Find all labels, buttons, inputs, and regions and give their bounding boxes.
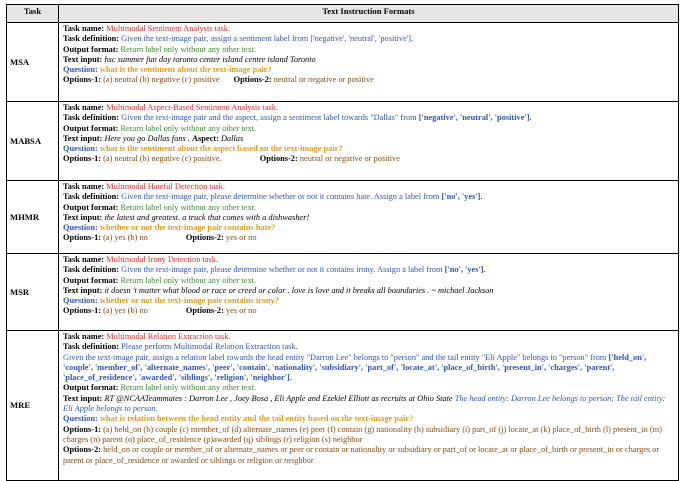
task-name: Multimodal Irony Detection task. xyxy=(106,255,218,264)
options-2: held_on or couple or member_of or alternate_names or peer or contain or nationality or subsidiary or part_of or locate_at or place_of_birth or present_in or charges or parent or place_of_residence or awarded or siblings or religion or neighbor xyxy=(63,445,660,465)
instruction-format-table xyxy=(6,4,679,481)
label-question: Question: xyxy=(63,144,98,154)
header-row xyxy=(7,5,679,23)
label-options-1: Options-1: xyxy=(63,154,102,164)
output-format: Return label only without any other text. xyxy=(120,44,257,54)
label-output-format: Output format: xyxy=(63,202,119,212)
label-options-2: Options-2: xyxy=(185,306,224,316)
table-row xyxy=(7,331,679,481)
text-input: the latest and greatest. a truck that comes with a dishwasher! xyxy=(104,212,310,222)
table-row xyxy=(7,254,679,331)
label-text-input: Text input: xyxy=(63,54,103,64)
label-options-2: Options-2: xyxy=(63,445,102,455)
table-row xyxy=(7,181,679,254)
output-format: Return label only without any other text. xyxy=(120,123,257,133)
label-options-1: Options-1: xyxy=(63,424,102,434)
label-output-format: Output format: xyxy=(63,383,119,393)
task-definition: Given the text-image pair, please determine whether or not it contains irony. Assign a label from xyxy=(121,265,445,275)
label-options-2: Options-2: xyxy=(185,233,224,243)
label-text-input: Text input: xyxy=(63,393,103,403)
label-aspect: Aspect: xyxy=(191,133,219,143)
task-definition: Given the text-image pair, please determine whether or not it contains hate. Assign a label from xyxy=(121,192,442,202)
task-definition-more: Given the text-image pair, assign a relation label towards the head entity "Darron Lee" belongs to "person" and the tail entity "Eli Apple" belongs to "person" from xyxy=(63,352,609,362)
options-2: neutral or negative or positive xyxy=(299,154,400,164)
label-task-definition: Task definition: xyxy=(63,113,120,123)
options-1: (a) neutral (b) negative (c) positive xyxy=(103,75,220,85)
options-2: yes or no xyxy=(225,233,257,243)
options-1: (a) yes (b) no xyxy=(103,306,148,316)
definition-end: . xyxy=(289,373,292,383)
label-set: ['no', 'yes'] xyxy=(441,192,481,202)
question: what is relation between the head entity and the tail entity based on the text-image pair? xyxy=(99,414,414,424)
definition-end: . xyxy=(480,192,483,202)
label-output-format: Output format: xyxy=(63,44,119,54)
label-options-2: Options-2: xyxy=(259,154,298,164)
formats-mre xyxy=(59,331,679,481)
label-task-name: Task name: xyxy=(63,24,105,33)
header-formats: Text Instruction Formats xyxy=(59,5,679,23)
table-row xyxy=(7,23,679,102)
formats-msa xyxy=(59,23,679,102)
definition-end: . xyxy=(483,265,486,275)
task-definition: Please perform Multimodal Relation Extraction task. xyxy=(121,342,298,352)
options-1: (a) neutral (b) negative (c) positive. xyxy=(103,154,222,164)
label-question: Question: xyxy=(63,414,98,424)
options-1: (a) held_on (b) couple (c) member_of (d) alternate_names (e) peer (f) contain (g) nationality (h) subsidiary (i) part_of (j) locate_at (k) place_of_birth (l) present_in (m) charges (n) parent (o) place_of_residence (p)awarded (q) siblings (r) religion (s) neighbor xyxy=(63,424,662,444)
definition-end: . xyxy=(529,113,532,123)
label-text-input: Text input: xyxy=(63,133,103,143)
text-input: RT @NCAATeammates : Darron Lee , Joey Bosa , Eli Apple and Ezekiel Elliott as recruits at Ohio State xyxy=(104,393,453,403)
label-question: Question: xyxy=(63,296,98,306)
task-definition: Given the text-image pair, assign a sentiment label from ['negative', 'neutral', 'positive']. xyxy=(121,34,414,44)
task-name: Multimodal Hateful Detection task. xyxy=(106,182,225,191)
label-output-format: Output format: xyxy=(63,123,119,133)
task-mabsa: MABSA xyxy=(7,102,59,181)
table-row xyxy=(7,102,679,181)
label-set: ['no', 'yes'] xyxy=(444,265,484,275)
label-task-name: Task name: xyxy=(63,332,105,341)
table-container xyxy=(6,4,678,481)
label-text-input: Text input: xyxy=(63,285,103,295)
label-set: ['held_on', 'couple', 'member_of', 'alternate_names', 'peer', 'contain', 'nationality', 'subsidiary', 'part_of', 'locate_at', 'place_of_birth', 'present_in', 'charges', 'parent', 'place_of_residence', 'awarded', 'siblings', 'religion', 'neighbor'] xyxy=(63,352,647,383)
header-task: Task xyxy=(7,5,59,23)
task-name: Multimodal Aspect-Based Sentiment Analysis task. xyxy=(106,103,279,112)
text-input: Here you go Dallas fans . xyxy=(104,133,190,143)
output-format: Return label only without any other text. xyxy=(120,383,257,393)
question: what is the sentiment about the aspect based on the text-image pair? xyxy=(99,144,343,154)
formats-mhmr xyxy=(59,181,679,254)
label-task-definition: Task definition: xyxy=(63,192,120,202)
task-definition: Given the text-image pair and the aspect, assign a sentiment label towards "Dallas" from xyxy=(121,113,419,123)
label-question: Question: xyxy=(63,65,98,75)
question: what is the sentiment about the text-image pair? xyxy=(99,65,272,75)
output-format: Return label only without any other text. xyxy=(120,275,257,285)
label-options-1: Options-1: xyxy=(63,306,102,316)
question: whether or not the text-image pair contains hate? xyxy=(99,223,276,233)
label-options-1: Options-1: xyxy=(63,233,102,243)
options-1: (a) yes (b) no xyxy=(103,233,148,243)
label-task-name: Task name: xyxy=(63,182,105,191)
formats-msr xyxy=(59,254,679,331)
output-format: Return label only without any other text. xyxy=(120,202,257,212)
task-msa: MSA xyxy=(7,23,59,102)
formats-mabsa xyxy=(59,102,679,181)
label-options-2: Options-2: xyxy=(233,75,272,85)
label-task-name: Task name: xyxy=(63,103,105,112)
label-options-1: Options-1: xyxy=(63,75,102,85)
label-question: Question: xyxy=(63,223,98,233)
question: whether or not the text-image pair contains irony? xyxy=(99,296,279,306)
label-text-input: Text input: xyxy=(63,212,103,222)
label-output-format: Output format: xyxy=(63,275,119,285)
aspect-value: Dallas xyxy=(220,133,244,143)
label-task-definition: Task definition: xyxy=(63,265,120,275)
label-set: ['negative', 'neutral', 'positive'] xyxy=(418,113,530,123)
text-input-entities: The head entity: Darron Lee belongs to person; The tail entity: Eli Apple belongs to person. xyxy=(63,393,666,414)
text-input: it doesn 't matter what blood or race or creed or color . love is love and it breaks all boundaries . ~ michael Jackson xyxy=(104,285,494,295)
task-mre: MRE xyxy=(7,331,59,481)
label-task-name: Task name: xyxy=(63,255,105,264)
task-msr: MSR xyxy=(7,254,59,331)
label-task-definition: Task definition: xyxy=(63,342,120,352)
label-task-definition: Task definition: xyxy=(63,34,120,44)
task-name: Multimodal Sentiment Analysis task. xyxy=(106,24,231,33)
task-mhmr: MHMR xyxy=(7,181,59,254)
options-2: yes or no xyxy=(225,306,257,316)
options-2: neutral or negative or positive xyxy=(273,75,374,85)
text-input: hsc summer fun day toronto center island centre island Toronto xyxy=(104,54,316,64)
task-name: Multimodal Relation Extraction task. xyxy=(106,332,231,341)
